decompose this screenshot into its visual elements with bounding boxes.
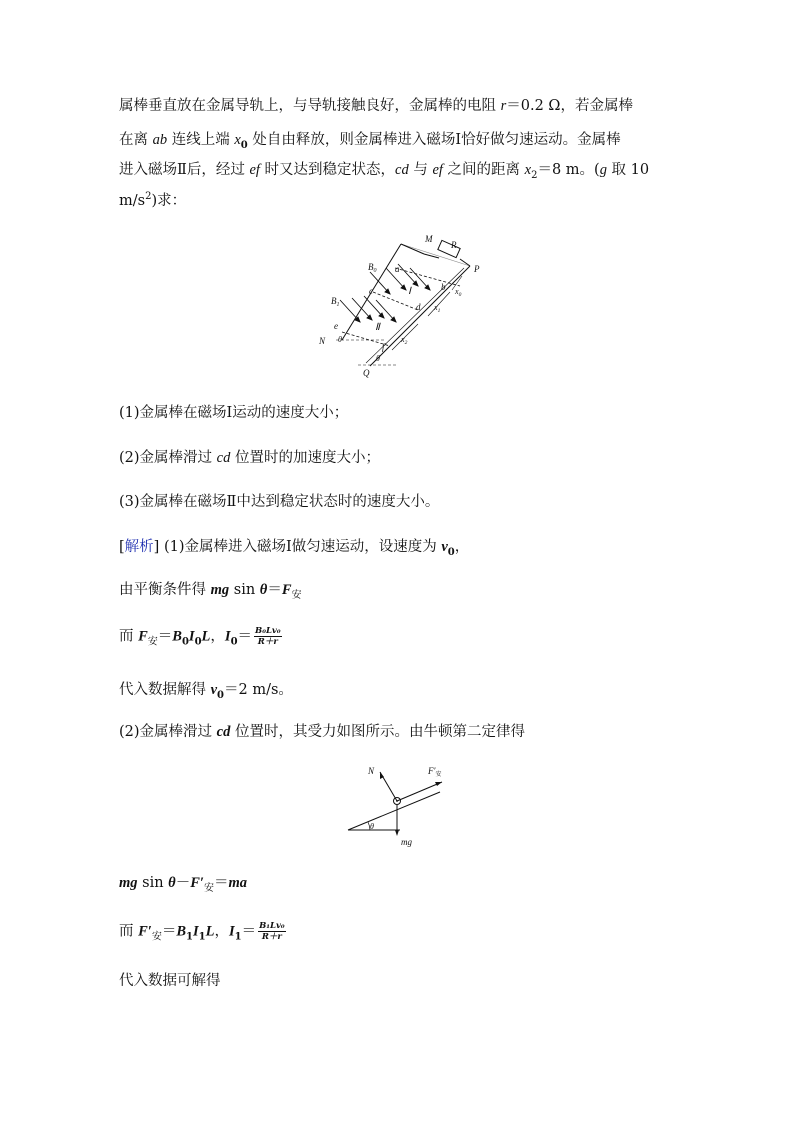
- var-L: L: [205, 923, 215, 940]
- var-ab: ab: [152, 132, 168, 148]
- subscript: 0: [181, 636, 189, 648]
- solution-text: ，: [210, 628, 225, 645]
- intro-text: m/s: [119, 193, 146, 209]
- question-3: [119, 492, 439, 512]
- solution-line-3: [119, 626, 284, 647]
- question-text: 位置时的加速度大小；: [230, 450, 380, 466]
- solution-line-4: [119, 680, 293, 700]
- operator: ＝: [267, 582, 282, 598]
- var-theta: θ: [168, 875, 176, 891]
- var-F-prime: F′: [138, 923, 152, 940]
- solution-text: 而: [119, 923, 139, 940]
- intro-text: ＝8 m。(: [537, 162, 600, 178]
- subscript: 安: [291, 589, 302, 601]
- incline: [348, 792, 440, 830]
- var-cd: cd: [395, 162, 409, 178]
- var-F: F: [138, 628, 148, 645]
- intro-text: 与: [408, 162, 433, 178]
- solution-text: ，: [454, 539, 470, 555]
- line-cd: [373, 292, 418, 310]
- func-sin: sin: [137, 875, 169, 891]
- top-edge: [401, 244, 470, 266]
- label-theta: θ: [370, 822, 374, 831]
- label-R: R: [451, 240, 457, 250]
- superscript: 2: [145, 191, 152, 203]
- var-L: L: [201, 628, 211, 645]
- intro-text: 取 10: [606, 162, 650, 178]
- ampere-force-head: [435, 782, 442, 786]
- subscript: 0: [240, 139, 248, 151]
- label-region-II: Ⅱ: [375, 322, 380, 333]
- subscript: 0: [217, 689, 225, 701]
- var-cd: cd: [216, 724, 231, 740]
- fraction-denominator: R＋r: [261, 932, 282, 942]
- label-x2: $x_2$: [401, 335, 408, 346]
- fraction-numerator: B₀Lv₀: [255, 626, 281, 636]
- var-cd: cd: [216, 450, 231, 466]
- intro-line-1: [119, 96, 633, 116]
- var-I: I: [188, 628, 195, 645]
- tag-bracket: ]: [153, 539, 160, 555]
- subscript: 2: [531, 169, 538, 181]
- top-wire-right: [460, 259, 470, 266]
- fraction-denominator: R＋r: [257, 637, 278, 647]
- intro-text: 属棒垂直放在金属导轨上，与导轨接触良好，金属棒的电阻: [119, 98, 501, 114]
- ampere-force-arrow: [397, 782, 442, 801]
- label-F-prime: $F'_安$: [428, 766, 442, 778]
- var-I: I: [224, 628, 231, 645]
- solution-line-6: [119, 873, 247, 893]
- func-sin: sin: [229, 582, 260, 598]
- subscript: 0: [447, 546, 455, 558]
- label-Q: Q: [363, 368, 370, 378]
- top-wire-left: [401, 244, 424, 254]
- intro-text: 在离: [119, 132, 153, 148]
- var-F-prime: F′: [190, 875, 204, 891]
- solution-text: 而: [119, 628, 139, 645]
- label-x1: $x_1$: [434, 303, 441, 314]
- intro-line-2: [119, 130, 621, 150]
- label-d: d: [416, 302, 421, 312]
- var-r: r: [500, 98, 507, 114]
- operator: ＝: [157, 628, 173, 645]
- question-1: [119, 403, 348, 423]
- solution-text: 由平衡条件得: [119, 582, 211, 598]
- var-x2: x: [524, 162, 532, 178]
- question-text: (1)金属棒在磁场Ⅰ运动的速度大小；: [119, 405, 349, 421]
- operator: ＝: [161, 923, 177, 940]
- solution-line-5: [119, 722, 525, 742]
- var-mg: mg: [210, 582, 230, 598]
- label-B1: $B_1$: [331, 296, 340, 308]
- solution-text: ，: [214, 923, 229, 940]
- label-x0: $x_0$: [455, 287, 462, 298]
- operator: ＝: [237, 628, 253, 645]
- var-B: B: [172, 628, 182, 645]
- solution-line-8: [119, 971, 221, 991]
- operator: －: [175, 875, 191, 891]
- label-P: P: [474, 264, 480, 274]
- subscript: 安: [147, 636, 158, 648]
- tag-bracket: [: [119, 539, 125, 555]
- solution-line-2: [119, 580, 301, 600]
- var-ef: ef: [432, 162, 443, 178]
- var-theta: θ: [259, 582, 268, 598]
- solution-line-1: [119, 537, 469, 557]
- field-arrows-B1: [340, 296, 396, 322]
- intro-text: 进入磁场Ⅱ后，经过: [119, 162, 250, 178]
- var-g: g: [599, 162, 607, 178]
- var-ma: ma: [228, 875, 247, 891]
- var-ef: ef: [249, 162, 260, 178]
- subscript: 安: [203, 882, 214, 894]
- label-e: e: [334, 321, 338, 331]
- top-wire-mid: [424, 254, 439, 258]
- intro-text: 处自由释放，则金属棒进入磁场Ⅰ恰好做匀速运动。金属棒: [247, 132, 621, 148]
- intro-text: 之间的距离: [442, 162, 525, 178]
- intro-text: 时又达到稳定状态，: [259, 162, 396, 178]
- solution-text: 代入数据可解得: [119, 973, 221, 989]
- label-theta-lower: θ: [376, 354, 380, 363]
- var-v: v: [210, 682, 218, 698]
- fraction-numerator: B₁Lv₀: [259, 921, 285, 931]
- subscript: 0: [194, 636, 202, 648]
- subscript: 安: [151, 931, 162, 943]
- solution-text: (2)金属棒滑过: [119, 724, 217, 740]
- label-b: b: [441, 282, 446, 292]
- label-theta-upper: θ: [338, 335, 342, 344]
- rail-right: [370, 266, 470, 366]
- question-text: (2)金属棒滑过: [119, 450, 217, 466]
- label-a: a: [395, 264, 400, 274]
- intro-line-3: [119, 160, 649, 180]
- gravity-head: [395, 830, 399, 836]
- intro-line-4: [119, 191, 186, 211]
- fraction: [258, 921, 286, 942]
- line-ab: [395, 268, 460, 286]
- var-mg: mg: [119, 875, 138, 891]
- intro-text: 连线上端: [167, 132, 235, 148]
- label-c: c: [369, 286, 373, 296]
- operator: ＝: [213, 875, 229, 891]
- label-N: N: [319, 336, 326, 346]
- var-B: B: [176, 923, 187, 940]
- solution-text: 代入数据解得: [119, 682, 211, 698]
- analysis-tag: 解析: [124, 539, 154, 555]
- var-I: I: [193, 923, 199, 940]
- subscript: 1: [186, 931, 193, 943]
- var-F: F: [281, 582, 292, 598]
- label-B0: $B_0$: [368, 262, 377, 274]
- rail-diagram: [300, 228, 510, 380]
- solution-text: 位置时，其受力如图所示。由牛顿第二定律得: [230, 724, 525, 740]
- subscript: 1: [198, 931, 206, 943]
- force-diagram: [340, 758, 460, 852]
- dim-x2: [392, 324, 418, 350]
- subscript: 1: [234, 931, 242, 943]
- solution-text: ＝2 m/s。: [224, 682, 293, 698]
- resistor: [438, 240, 460, 257]
- intro-text: ＝0.2 Ω，若金属棒: [506, 98, 633, 114]
- intro-text: )求：: [151, 193, 187, 209]
- solution-text: (1)金属棒进入磁场Ⅰ做匀速运动，设速度为: [159, 539, 442, 555]
- solution-line-7: [119, 921, 288, 942]
- question-text: (3)金属棒在磁场Ⅱ中达到稳定状态时的速度大小。: [119, 494, 440, 510]
- label-N: N: [368, 766, 375, 776]
- label-region-I: Ⅰ: [408, 286, 411, 297]
- var-x0: x: [234, 132, 241, 148]
- var-v: v: [441, 539, 448, 555]
- var-I: I: [228, 923, 235, 940]
- fraction: [254, 626, 282, 647]
- label-mg: mg: [401, 837, 412, 847]
- label-f: f: [382, 342, 385, 352]
- label-M: M: [425, 234, 433, 244]
- operator: ＝: [241, 923, 257, 940]
- subscript: 0: [230, 636, 238, 648]
- question-2: [119, 448, 380, 468]
